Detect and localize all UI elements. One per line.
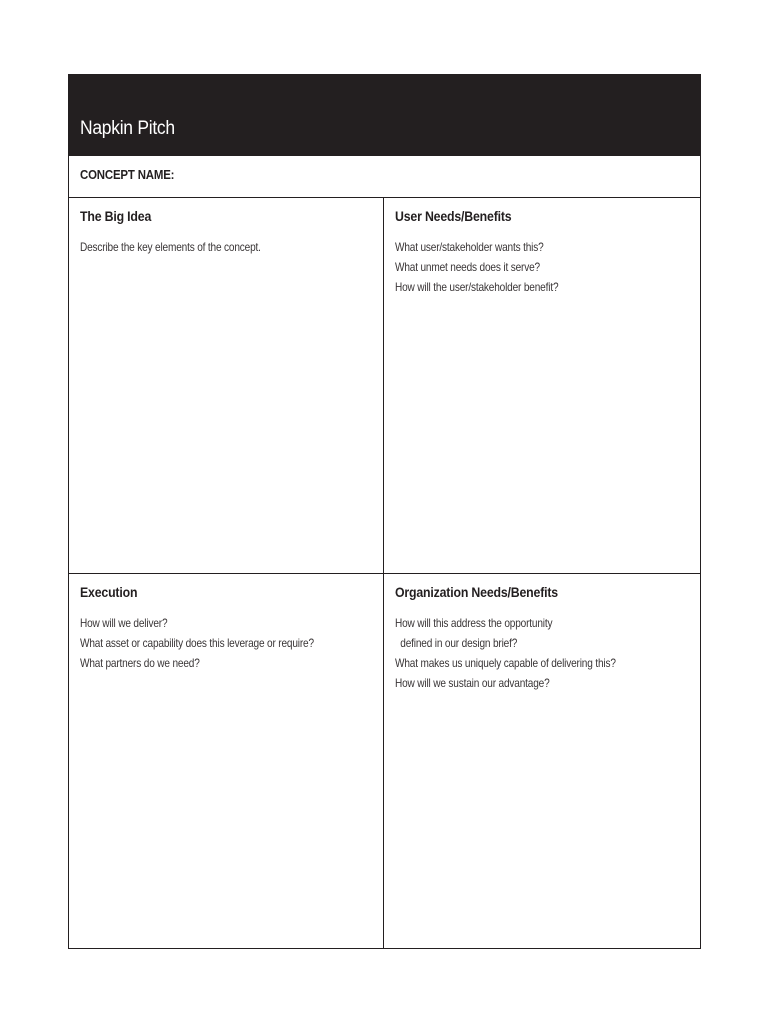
prompt-line: How will the user/stakeholder benefit? [395, 280, 559, 294]
big-idea-prompts [80, 237, 295, 257]
execution-section [69, 574, 384, 948]
user-needs-section [384, 198, 700, 574]
concept-name-label: CONCEPT NAME: [80, 167, 175, 182]
prompt-line: What unmet needs does it serve? [395, 260, 540, 274]
user-needs-heading: User Needs/Benefits [395, 208, 512, 224]
execution-prompts [80, 613, 358, 673]
organization-needs-prompts [395, 613, 658, 693]
execution-heading: Execution [80, 584, 138, 600]
big-idea-section [69, 198, 384, 574]
page-title: Napkin Pitch [80, 118, 175, 139]
prompt-line: What asset or capability does this leverage or require? [80, 636, 314, 650]
prompt-line: Describe the key elements of the concept. [80, 240, 261, 254]
organization-needs-heading: Organization Needs/Benefits [395, 584, 558, 600]
prompt-line: What partners do we need? [80, 656, 200, 670]
prompt-line: What user/stakeholder wants this? [395, 240, 544, 254]
prompt-line: What makes us uniquely capable of delivering this? [395, 656, 616, 670]
concept-name-field [69, 156, 700, 198]
prompt-line: How will we sustain our advantage? [395, 676, 550, 690]
title-bar [69, 75, 700, 156]
organization-needs-section [384, 574, 700, 948]
prompt-line: How will we deliver? [80, 616, 168, 630]
prompt-line: defined in our design brief? [395, 636, 518, 650]
big-idea-heading: The Big Idea [80, 208, 152, 224]
prompt-line: How will this address the opportunity [395, 616, 553, 630]
user-needs-prompts [395, 237, 590, 297]
napkin-pitch-form [68, 74, 701, 949]
